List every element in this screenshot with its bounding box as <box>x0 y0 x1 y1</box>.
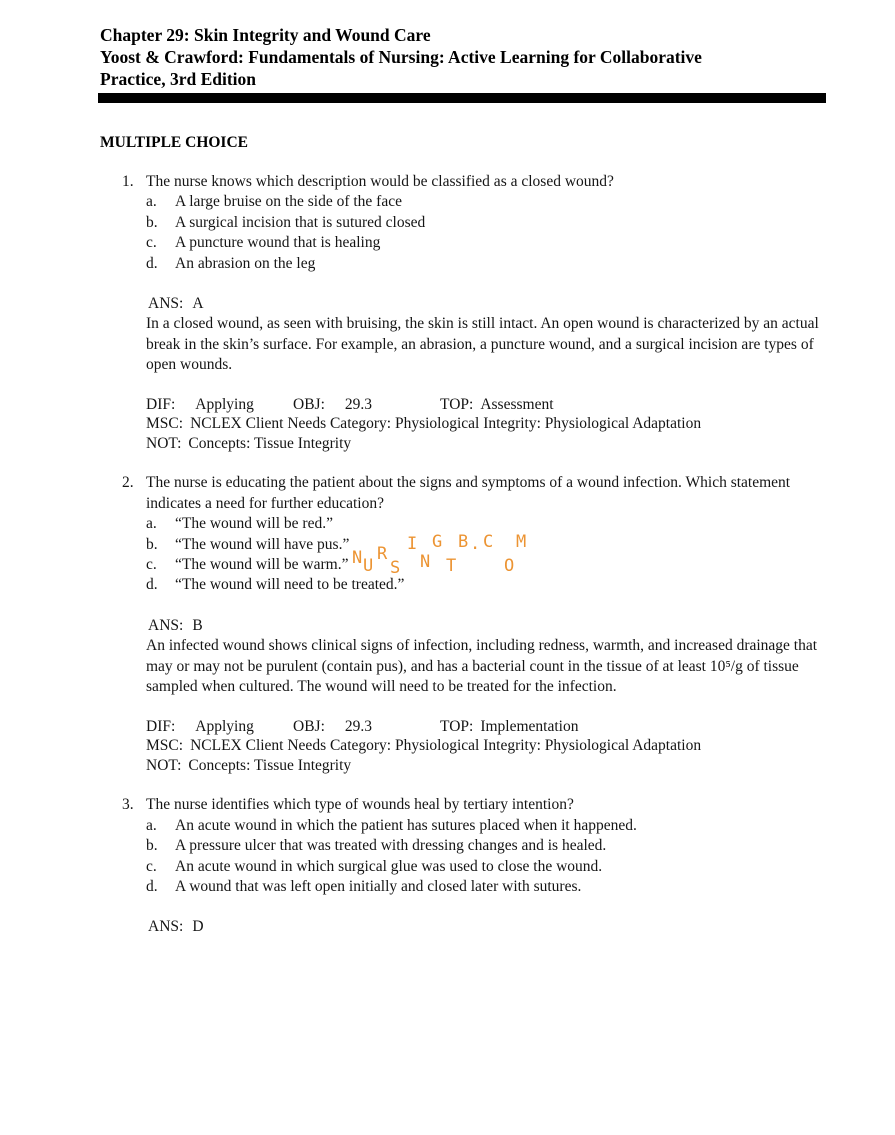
msc-value: NCLEX Client Needs Category: Physiological Integrity: Physiological Adaptation <box>190 737 702 755</box>
question-number: 1. <box>122 173 134 190</box>
answer-label: ANS: <box>148 295 184 313</box>
dif-value: Applying <box>195 717 254 735</box>
not-label: NOT: <box>146 756 182 774</box>
option-letter: a. <box>146 193 157 211</box>
option-letter: a. <box>146 816 157 834</box>
option-row <box>146 836 822 856</box>
answer-label: ANS: <box>148 616 184 634</box>
document-header <box>100 24 835 90</box>
option-row <box>146 816 822 836</box>
question-content <box>146 473 822 775</box>
answer-value: B <box>192 616 203 634</box>
meta-line-dif <box>146 395 822 415</box>
question-content <box>146 172 822 453</box>
option-letter: c. <box>146 234 157 252</box>
option-row <box>146 555 822 575</box>
option-row <box>146 575 822 595</box>
option-letter: b. <box>146 837 158 855</box>
obj-group <box>293 395 440 415</box>
option-row <box>146 233 822 253</box>
question-stem: The nurse knows which description would be classified as a closed wound? <box>146 173 614 190</box>
question-metadata <box>146 395 822 454</box>
option-letter: d. <box>146 254 158 272</box>
question-metadata <box>146 717 822 776</box>
meta-line-msc <box>146 414 822 434</box>
question-number: 3. <box>122 796 134 814</box>
option-row <box>146 857 822 877</box>
option-text: “The wound will have pus.” <box>175 535 350 553</box>
answer-block <box>146 616 822 636</box>
answer-block <box>146 917 822 937</box>
option-letter: c. <box>146 556 157 574</box>
watermark: N U R S I N G T B . C O M <box>352 532 527 578</box>
answer-label: ANS: <box>148 918 184 936</box>
option-text: An acute wound in which the patient has sutures placed when it happened. <box>175 816 637 834</box>
dif-label: DIF: <box>146 395 176 413</box>
meta-line-not <box>146 756 822 776</box>
not-label: NOT: <box>146 434 182 452</box>
obj-group <box>293 717 440 737</box>
top-group <box>440 718 578 735</box>
option-text: “The wound will be warm.” <box>175 556 349 574</box>
obj-value: 29.3 <box>344 395 372 413</box>
dif-group <box>146 395 293 415</box>
meta-line-not <box>146 434 822 454</box>
rationale-text: An infected wound shows clinical signs of infection, including redness, warmth, and increased drainage that may or may not be purulent (contain pus), and has a bacterial count in the tissue of at least 10⁵/g of tissue sampled when cultured. The wound will need to be treated for the infection. <box>146 637 818 696</box>
question-content <box>146 795 822 937</box>
question-number: 2. <box>122 474 134 492</box>
not-value: Concepts: Tissue Integrity <box>188 756 352 774</box>
question-stem: The nurse identifies which type of wounds heal by tertiary intention? <box>146 796 574 814</box>
not-value: Concepts: Tissue Integrity <box>188 434 352 452</box>
msc-label: MSC: <box>146 737 184 755</box>
question-2 <box>100 473 835 775</box>
option-row <box>146 877 822 897</box>
option-row <box>146 254 822 274</box>
answer-value: D <box>192 918 204 936</box>
answer-value: A <box>192 295 204 313</box>
msc-label: MSC: <box>146 415 184 433</box>
option-text: A pressure ulcer that was treated with dressing changes and is healed. <box>175 837 607 855</box>
option-text: A puncture wound that is healing <box>175 234 381 252</box>
option-row <box>146 514 822 534</box>
option-letter: d. <box>146 877 158 895</box>
obj-label: OBJ: <box>293 717 325 735</box>
option-letter: c. <box>146 857 157 875</box>
question-stem: The nurse is educating the patient about the signs and symptoms of a wound infection. Which statement indicates a need for further education? <box>146 474 791 512</box>
chapter-title: Chapter 29: Skin Integrity and Wound Care <box>100 25 431 45</box>
option-text: A large bruise on the side of the face <box>175 193 402 211</box>
top-value: Assessment <box>480 395 554 413</box>
dif-label: DIF: <box>146 717 176 735</box>
option-text: “The wound will need to be treated.” <box>175 576 405 594</box>
dif-group <box>146 717 293 737</box>
question-3 <box>100 795 835 937</box>
option-letter: b. <box>146 535 158 553</box>
option-row <box>146 192 822 212</box>
option-text: A wound that was left open initially and closed later with sutures. <box>175 877 582 895</box>
top-label: TOP: <box>440 717 474 735</box>
obj-value: 29.3 <box>344 717 372 735</box>
option-letter: b. <box>146 213 158 231</box>
question-1 <box>100 172 835 453</box>
meta-line-dif <box>146 717 822 737</box>
option-text: An abrasion on the leg <box>175 254 316 272</box>
rationale-text: In a closed wound, as seen with bruising, the skin is still intact. An open wound is characterized by an actual break in the skin’s surface. For example, an abrasion, a puncture wound, and a surgical incision are types of open wounds. <box>146 315 819 374</box>
book-title-line-2: Practice, 3rd Edition <box>100 69 257 89</box>
option-row <box>146 535 822 555</box>
top-value: Implementation <box>480 717 579 735</box>
option-text: A surgical incision that is sutured closed <box>175 213 426 231</box>
option-letter: d. <box>146 576 158 594</box>
option-text: “The wound will be red.” <box>175 515 333 533</box>
meta-line-msc <box>146 736 822 756</box>
book-title-line-1: Yoost & Crawford: Fundamentals of Nursing: Active Learning for Collaborative <box>100 47 702 67</box>
section-heading: MULTIPLE CHOICE <box>100 134 248 151</box>
option-row <box>146 213 822 233</box>
msc-value: NCLEX Client Needs Category: Physiological Integrity: Physiological Adaptation <box>190 415 702 433</box>
answer-block <box>146 294 822 314</box>
header-divider-bar <box>98 93 826 103</box>
top-group <box>440 396 554 413</box>
option-letter: a. <box>146 515 157 533</box>
obj-label: OBJ: <box>293 395 325 413</box>
top-label: TOP: <box>440 395 474 413</box>
option-text: An acute wound in which surgical glue was used to close the wound. <box>175 857 603 875</box>
dif-value: Applying <box>195 395 254 413</box>
